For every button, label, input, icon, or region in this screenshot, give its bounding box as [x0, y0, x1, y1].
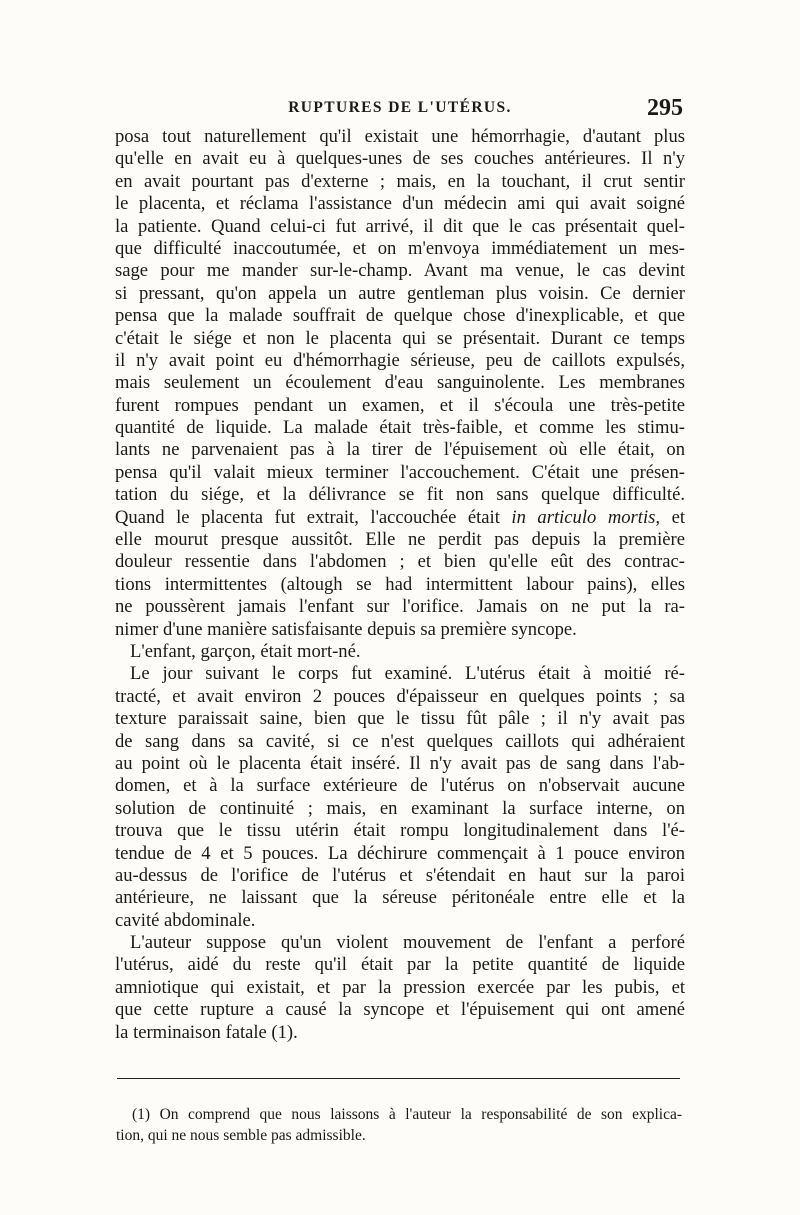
text-line: quantité de liquide. La malade était très-faible, et comme les stimu-: [115, 417, 685, 439]
text-line: nimer d'une manière satisfaisante depuis sa première syncope.: [115, 618, 577, 640]
text-line: L'auteur suppose qu'un violent mouvement de l'enfant a perforé: [130, 932, 685, 954]
footnote-line: (1) On comprend que nous laissons à l'auteur la responsabilité de son explica-: [132, 1106, 682, 1123]
text-line: au point où le placenta était inséré. Il n'y avait pas de sang dans l'ab-: [115, 752, 685, 774]
italic-phrase: in articulo mortis,: [511, 506, 661, 528]
running-head: RUPTURES DE L'UTÉRUS.: [288, 99, 512, 116]
text-line: tendue de 4 et 5 pouces. La déchirure commençait à 1 pouce environ: [115, 842, 685, 864]
text-line: tracté, et avait environ 2 pouces d'épaisseur en quelques points ; sa: [115, 685, 685, 707]
text-line: texture paraissait saine, bien que le tissu fût pâle ; il n'y avait pas: [115, 708, 685, 730]
line-tail: et: [671, 506, 685, 528]
text-line: c'était le siége et non le placenta qui se présentait. Durant ce temps: [115, 327, 685, 349]
text-line: en avait pourtant pas d'externe ; mais, en la touchant, il crut sentir: [115, 170, 685, 192]
page-header: [115, 95, 685, 125]
text-line: furent rompues pendant un examen, et il s'écoula une très-petite: [115, 394, 685, 416]
text-line: Le jour suivant le corps fut examiné. L'utérus était à moitié ré-: [130, 663, 685, 685]
text-line-with-italic: [115, 507, 685, 529]
text-line: trouva que le tissu utérin était rompu longitudinalement dans l'é-: [115, 820, 685, 842]
text-line: tation du siége, et la délivrance se fit non sans quelque difficulté.: [115, 484, 685, 506]
text-line: amniotique qui existait, et par la pression exercée par les pubis, et: [115, 976, 685, 998]
text-line: domen, et à la surface extérieure de l'utérus on n'observait aucune: [115, 775, 685, 797]
text-line: tions intermittentes (altough se had intermittent labour pains), elles: [115, 573, 685, 595]
text-line: mais seulement un écoulement d'eau sanguinolente. Les membranes: [115, 372, 685, 394]
text-line: que difficulté inaccoutumée, et on m'envoya immédiatement un mes-: [115, 237, 685, 259]
text-line: il n'y avait point eu d'hémorrhagie sérieuse, peu de caillots expulsés,: [115, 349, 685, 371]
text-line: au-dessus de l'orifice de l'utérus et s'étendait en haut sur la paroi: [115, 864, 685, 886]
body-text: [115, 126, 685, 1044]
text-line: ne poussèrent jamais l'enfant sur l'orifice. Jamais on ne put la ra-: [115, 596, 685, 618]
footnote-line: tion, qui ne nous semble pas admissible.: [116, 1127, 366, 1144]
text-line: posa tout naturellement qu'il existait une hémorrhagie, d'autant plus: [115, 126, 685, 147]
footnote: [116, 1104, 682, 1146]
text-line: que cette rupture a causé la syncope et l'épuisement qui ont amené: [115, 999, 685, 1021]
footnote-divider: [117, 1078, 680, 1079]
line-text: Quand le placenta fut extrait, l'accouchée était: [115, 506, 500, 528]
text-line: pensa que la malade souffrait de quelque chose d'inexplicable, et que: [115, 305, 685, 327]
text-line: si pressant, qu'on appela un autre gentleman plus voisin. Ce dernier: [115, 282, 685, 304]
text-line: solution de continuité ; mais, en examinant la surface interne, on: [115, 797, 685, 819]
text-line: qu'elle en avait eu à quelques-unes de ses couches antérieures. Il n'y: [115, 148, 685, 170]
text-line: de sang dans sa cavité, si ce n'est quelques caillots qui adhéraient: [115, 730, 685, 752]
text-line: pensa qu'il valait mieux terminer l'accouchement. C'était une présen-: [115, 461, 685, 483]
text-line: L'enfant, garçon, était mort-né.: [130, 640, 361, 662]
text-line: lants ne parvenaient pas à la tirer de l'épuisement où elle était, on: [115, 439, 685, 461]
text-line: antérieure, ne laissant que la séreuse péritonéale entre elle et la: [115, 887, 685, 909]
page-number: 295: [647, 95, 683, 121]
text-line: la patiente. Quand celui-ci fut arrivé, il dit que le cas présentait quel-: [115, 215, 685, 237]
text-line: cavité abdominale.: [115, 909, 256, 931]
text-line: elle mourut presque aussitôt. Elle ne perdit pas depuis la première: [115, 529, 685, 551]
text-line: la terminaison fatale (1).: [115, 1021, 298, 1043]
text-line: le placenta, et réclama l'assistance d'un médecin ami qui avait soigné: [115, 193, 685, 215]
text-line: douleur ressentie dans l'abdomen ; et bien qu'elle eût des contrac-: [115, 551, 685, 573]
text-line: sage pour me mander sur-le-champ. Avant ma venue, le cas devint: [115, 260, 685, 282]
text-line: l'utérus, aidé du reste qu'il était par la petite quantité de liquide: [115, 954, 685, 976]
